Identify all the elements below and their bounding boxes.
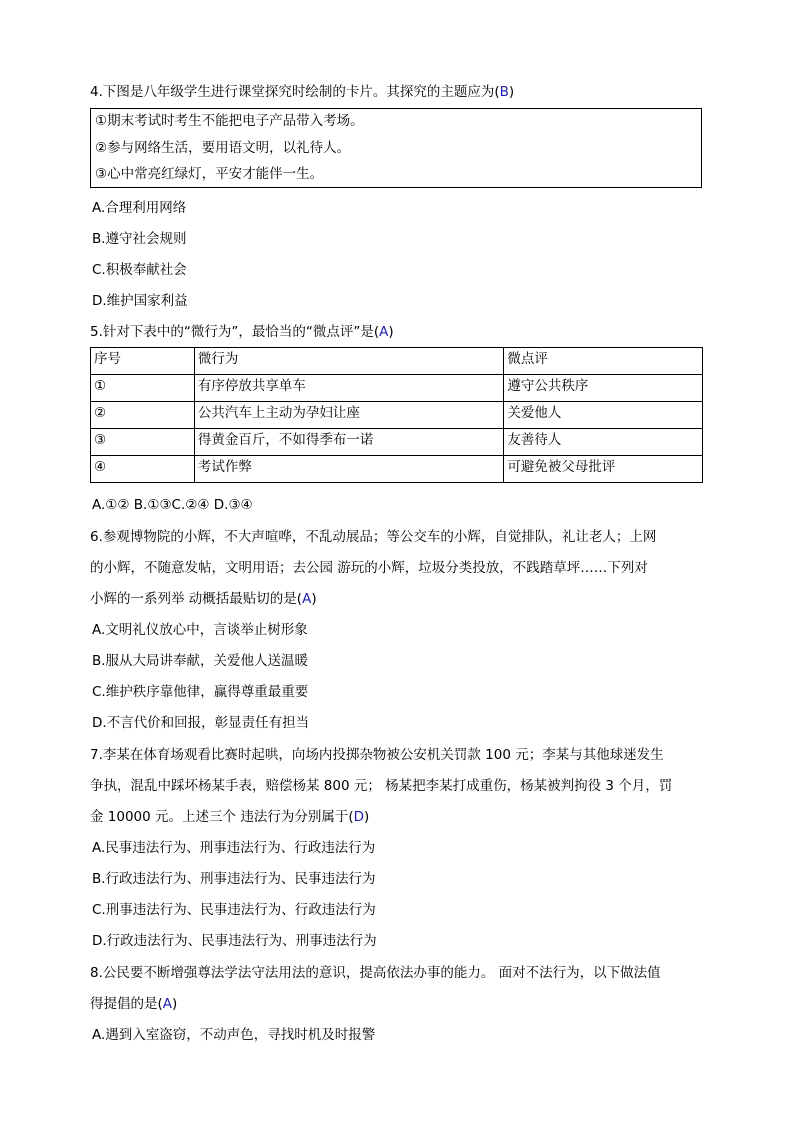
table-cell: 关爱他人 — [504, 402, 703, 429]
q6-answer: A — [302, 591, 312, 607]
table-row — [91, 402, 703, 429]
table-cell: 得黄金百斤，不如得季布一诺 — [194, 429, 503, 456]
table-row — [91, 375, 703, 402]
q8-answer: A — [162, 996, 173, 1012]
q7-option-c: C.刑事违法行为、民事违法行为、行政违法行为 — [92, 902, 376, 918]
table-cell: ③ — [91, 429, 195, 456]
table-header-cell: 微行为 — [194, 348, 503, 375]
q6-option-b: B.服从大局讲奉献，关爱他人送温暖 — [92, 653, 309, 669]
table-cell: 考试作弊 — [194, 456, 503, 483]
q4-answer: B — [499, 84, 509, 100]
q5-options: A.①② B.①③C.②④ D.③④ — [92, 497, 253, 513]
q8-stem-line-1: 8.公民要不断增强尊法学法守法用法的意识，提高依法办事的能力。 面对不法行为，以下做法值 — [90, 965, 661, 981]
q8-option-a: A.遇到入室盗窃，不动声色，寻找时机及时报警 — [92, 1027, 376, 1043]
q4-stem: 4.下图是八年级学生进行课堂探究时绘制的卡片。其探究的主题应为(B) — [90, 84, 515, 100]
table-row — [91, 456, 703, 483]
q4-card-item: ③心中常亮红绿灯，平安才能伴一生。 — [95, 166, 324, 182]
q5-table — [90, 347, 703, 483]
table-header-row — [91, 348, 703, 375]
q6-stem-line-1: 6.参观博物院的小辉，不大声喧哗，不乱动展品；等公交车的小辉，自觉排队，礼让老人；上网 — [90, 529, 657, 545]
q7-stem-line-3: 金 10000 元。上述三个 违法行为分别属于(D) — [90, 809, 370, 825]
q4-card-item: ①期末考试时考生不能把电子产品带入考场。 — [95, 113, 364, 129]
q5-stem: 5.针对下表中的“微行为”，最恰当的“微点评”是(A) — [90, 324, 394, 340]
q8-stem-line-2: 得提倡的是(A) — [90, 996, 178, 1012]
table-row — [91, 429, 703, 456]
table-cell: ② — [91, 402, 195, 429]
q4-card — [90, 108, 702, 188]
q7-option-a: A.民事违法行为、刑事违法行为、行政违法行为 — [92, 840, 376, 856]
table-cell: 友善待人 — [504, 429, 703, 456]
table-header-cell: 微点评 — [504, 348, 703, 375]
table-cell: ① — [91, 375, 195, 402]
q6-option-c: C.维护秩序靠他律，赢得尊重最重要 — [92, 684, 309, 700]
q6-stem-line-2: 的小辉，不随意发帖，文明用语；去公园 游玩的小辉，垃圾分类投放，不践踏草坪……下列对 — [90, 560, 648, 576]
table-cell: 有序停放共享单车 — [194, 375, 503, 402]
q6-stem-line-3: 小辉的一系列举 动概括最贴切的是(A) — [90, 591, 317, 607]
q4-card-item: ②参与网络生活，要用语文明，以礼待人。 — [95, 140, 351, 156]
table-cell: 公共汽车上主动为孕妇让座 — [194, 402, 503, 429]
table-header-cell: 序号 — [91, 348, 195, 375]
q7-option-b: B.行政违法行为、刑事违法行为、民事违法行为 — [92, 871, 376, 887]
q4-option-a: A.合理利用网络 — [92, 200, 187, 216]
q6-option-d: D.不言代价和回报，彰显责任有担当 — [92, 715, 310, 731]
q5-answer: A — [379, 324, 389, 340]
table-cell: 可避免被父母批评 — [504, 456, 703, 483]
q7-option-d: D.行政违法行为、民事违法行为、刑事违法行为 — [92, 933, 377, 949]
q4-option-b: B.遵守社会规则 — [92, 231, 187, 247]
table-cell: 遵守公共秩序 — [504, 375, 703, 402]
q6-option-a: A.文明礼仪放心中，言谈举止树形象 — [92, 622, 308, 638]
table-cell: ④ — [91, 456, 195, 483]
q4-option-d: D.维护国家利益 — [92, 293, 188, 309]
q7-answer: D — [353, 809, 364, 825]
q7-stem-line-1: 7.李某在体育场观看比赛时起哄，向场内投掷杂物被公安机关罚款 100 元；李某与其他球迷发生 — [90, 747, 664, 763]
q4-option-c: C.积极奉献社会 — [92, 262, 187, 278]
q7-stem-line-2: 争执，混乱中踩坏杨某手表，赔偿杨某 800 元； 杨某把李某打成重伤，杨某被判拘役 3 个月，罚 — [90, 778, 673, 794]
